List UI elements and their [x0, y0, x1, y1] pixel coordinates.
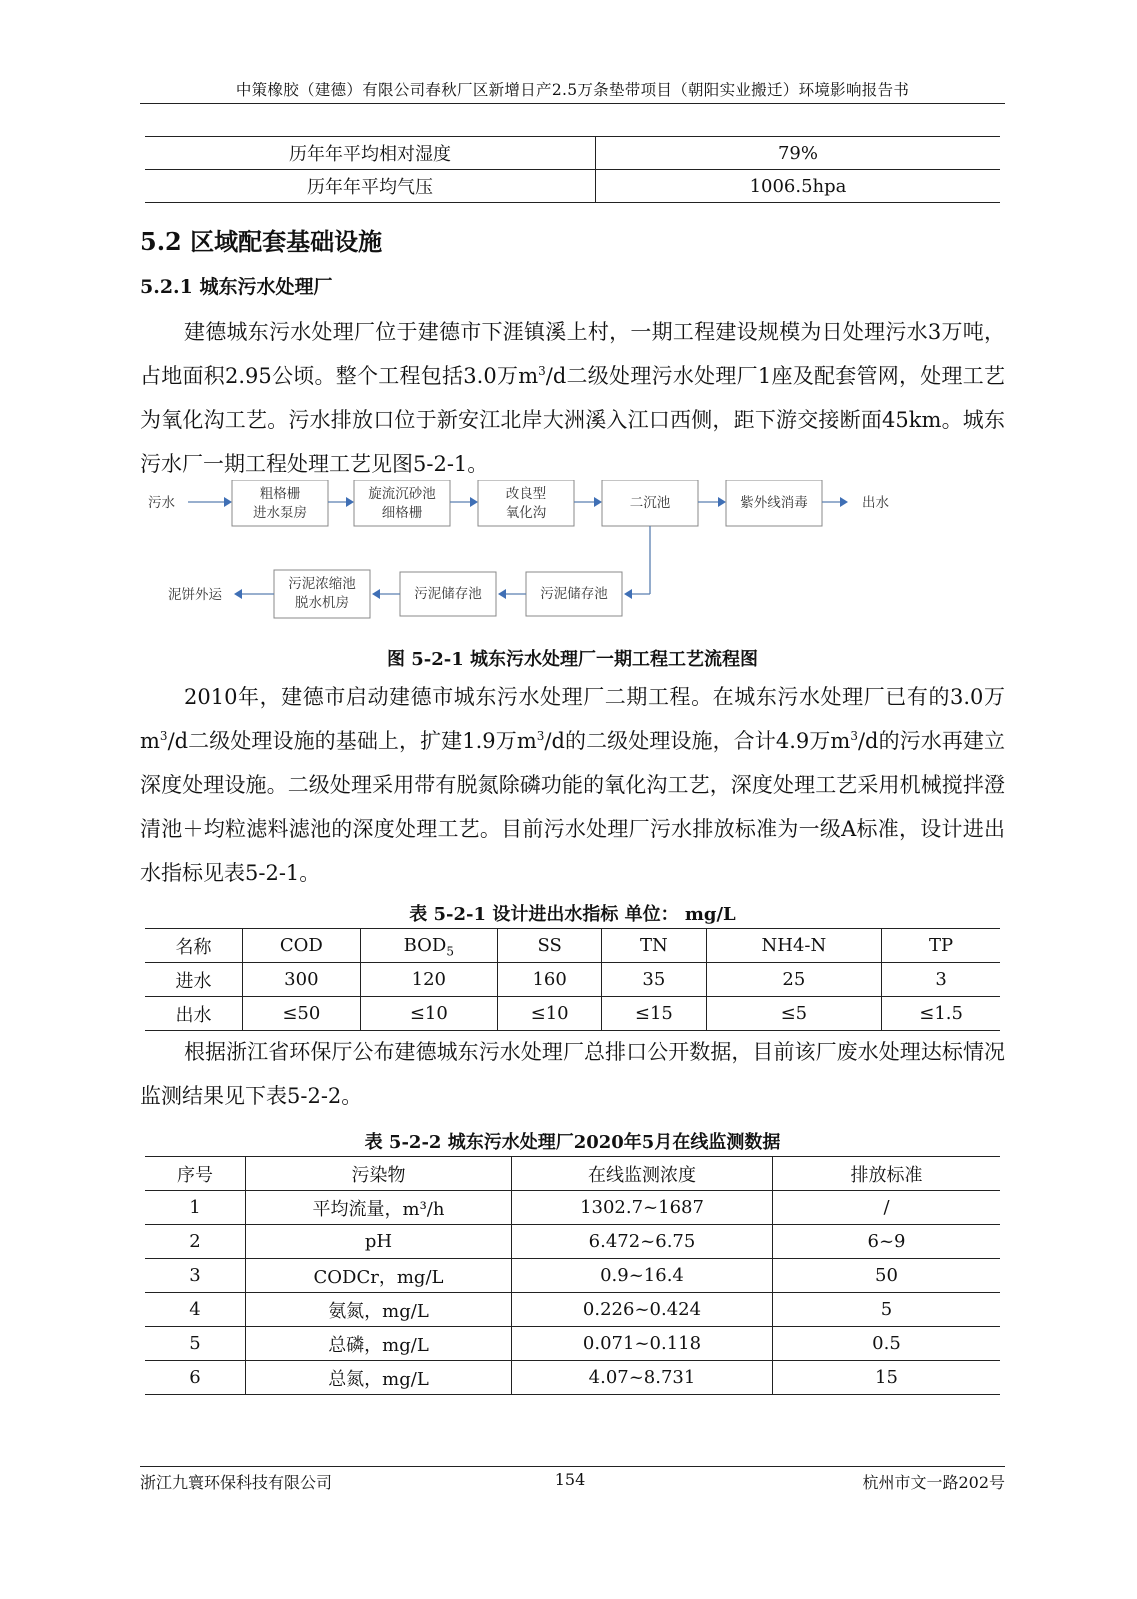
cell: 300: [243, 963, 361, 997]
cell: 25: [706, 963, 882, 997]
header-cell: 污染物: [246, 1157, 512, 1191]
paragraph-3: 根据浙江省环保厅公布建德城东污水处理厂总排口公开数据，目前该厂废水处理达标情况监测结果见下表5-2-2。: [140, 1040, 1005, 1108]
paragraph-2: [140, 675, 1005, 895]
table-caption: [140, 900, 1005, 926]
superscript: 3: [159, 729, 168, 743]
text-run: 2010年，建德市启动建德市城东污水处理厂二期工程。在城东污水处理厂已有的3.0万m: [140, 685, 1005, 753]
table-row: [145, 1191, 1000, 1225]
header-cell: SS: [498, 929, 602, 963]
paragraph-1: [140, 310, 1005, 486]
climate-value: 79%: [596, 137, 1001, 170]
cell: 1: [145, 1191, 246, 1225]
cell: 4.07~8.731: [512, 1361, 773, 1395]
text-run: /d二级处理设施的基础上，扩建1.9万m: [167, 729, 537, 753]
flow-output: 出水: [862, 495, 889, 511]
cell: ≤50: [243, 997, 361, 1031]
text-run: /d的二级处理设施，合计4.9万m: [544, 729, 851, 753]
header-rule: [140, 103, 1005, 104]
table-header-row: [145, 929, 1000, 963]
footer-rule: [140, 1466, 1005, 1467]
cell: 3: [145, 1259, 246, 1293]
header-cell: 名称: [145, 929, 243, 963]
flow-box-label: 污泥储存池: [540, 586, 608, 602]
cell: 35: [602, 963, 706, 997]
text-run: /d的污水再建立深度处理设施。二级处理采用带有脱氮除磷功能的氧化沟工艺，深度处理工艺采用机械搅拌澄清池＋均粒滤料滤池的深度处理工艺。目前污水处理厂污水排放标准为一级A标准，设计进出水指标见表5-2-1。: [140, 729, 1005, 885]
climate-table: [145, 136, 1000, 203]
flow-box-label: 二沉池: [629, 495, 671, 511]
flow-input: 污水: [148, 495, 175, 511]
header-cell: 排放标准: [773, 1157, 1001, 1191]
climate-value: 1006.5hpa: [596, 170, 1001, 203]
monitoring-table: [145, 1156, 1000, 1395]
cell: 平均流量，m³/h: [246, 1191, 512, 1225]
cell: ≤15: [602, 997, 706, 1031]
figure-caption: [140, 645, 1005, 671]
footer-company: 浙江九寰环保科技有限公司: [140, 1473, 333, 1492]
table-caption-text: 表 5-2-1 设计进出水指标 单位： mg/L: [409, 904, 736, 925]
cell: ≤1.5: [882, 997, 1000, 1031]
cell: 6~9: [773, 1225, 1001, 1259]
cell: 3: [882, 963, 1000, 997]
cell: 6: [145, 1361, 246, 1395]
superscript: 3: [536, 729, 545, 743]
superscript: 3: [538, 364, 546, 378]
flow-box-label: 旋流沉砂池: [368, 486, 436, 502]
page-header: 中策橡胶（建德）有限公司春秋厂区新增日产2.5万条垫带项目（朝阳实业搬迁）环境影响报告书: [235, 81, 910, 99]
cell: 总氮，mg/L: [246, 1361, 512, 1395]
superscript: 3: [850, 729, 858, 743]
cell: CODCr，mg/L: [246, 1259, 512, 1293]
header-cell: 在线监测浓度: [512, 1157, 773, 1191]
flow-box-label: 粗格栅: [259, 486, 301, 502]
header-text: BOD: [403, 935, 447, 956]
table-caption-text: 表 5-2-2 城东污水处理厂2020年5月在线监测数据: [364, 1132, 781, 1153]
footer-address: 杭州市文一路202号: [862, 1473, 1005, 1492]
header-cell: NH4-N: [706, 929, 882, 963]
cell: 氨氮，mg/L: [246, 1293, 512, 1327]
cell: 4: [145, 1293, 246, 1327]
cell: 总磷，mg/L: [246, 1327, 512, 1361]
climate-label: 历年年平均气压: [145, 170, 596, 203]
cell: 6.472~6.75: [512, 1225, 773, 1259]
process-flow-diagram: [140, 480, 1000, 630]
figure-caption-text: 图 5-2-1 城东污水处理厂一期工程工艺流程图: [386, 649, 759, 670]
flow-box-label: 进水泵房: [253, 505, 307, 521]
cell: 出水: [145, 997, 243, 1031]
flow-box-label: 污泥浓缩池: [288, 576, 356, 592]
flow-box-label: 氧化沟: [505, 505, 547, 521]
flow-box-label: 污泥储存池: [414, 586, 482, 602]
table-row: [145, 997, 1000, 1031]
cell: 160: [498, 963, 602, 997]
cell: ≤10: [360, 997, 497, 1031]
table-row: [145, 170, 1000, 203]
climate-label: 历年年平均相对湿度: [145, 137, 596, 170]
header-cell: [360, 929, 497, 963]
text-run: /d二级处理污水处理厂1座及配套管网，处理工艺为氧化沟工艺。污水排放口位于新安江北岸大洲溪入江口西侧，距下游交接断面45km。城东污水厂一期工程处理工艺见图5-2-1。: [140, 364, 1005, 476]
header-cell: 序号: [145, 1157, 246, 1191]
design-indicator-table: [145, 928, 1000, 1031]
cell: ≤5: [706, 997, 882, 1031]
cell: 0.5: [773, 1327, 1001, 1361]
cell: 0.9~16.4: [512, 1259, 773, 1293]
table-header-row: [145, 1157, 1000, 1191]
cell: 50: [773, 1259, 1001, 1293]
flow-box-label: 紫外线消毒: [740, 495, 808, 511]
subsection-title: 5.2.1 城东污水处理厂: [140, 276, 333, 298]
table-caption: [140, 1128, 1005, 1154]
cell: 5: [145, 1327, 246, 1361]
table-row: [145, 1225, 1000, 1259]
cell: 120: [360, 963, 497, 997]
flow-box-label: 脱水机房: [295, 595, 349, 611]
table-row: [145, 963, 1000, 997]
table-row: [145, 137, 1000, 170]
flow-box-label: 细格栅: [381, 505, 423, 521]
cell: ≤10: [498, 997, 602, 1031]
cell: pH: [246, 1225, 512, 1259]
cell: 5: [773, 1293, 1001, 1327]
cell: 1302.7~1687: [512, 1191, 773, 1225]
header-cell: COD: [243, 929, 361, 963]
table-row: [145, 1259, 1000, 1293]
header-cell: TN: [602, 929, 706, 963]
text-run: 建德城东污水处理厂位于建德市下涯镇溪上村，一期工程建设规模为日处理污水3万吨，占地面积2.95公顷。整个工程包括3.0万m: [140, 320, 1005, 388]
page-number: 154: [554, 1470, 586, 1489]
section-title: 5.2 区域配套基础设施: [140, 227, 383, 256]
table-row: [145, 1293, 1000, 1327]
cell: 进水: [145, 963, 243, 997]
subscript: 5: [446, 944, 454, 959]
cell: /: [773, 1191, 1001, 1225]
table-row: [145, 1327, 1000, 1361]
flow-sludge-out: 泥饼外运: [168, 587, 222, 603]
table-row: [145, 1361, 1000, 1395]
cell: 15: [773, 1361, 1001, 1395]
cell: 0.226~0.424: [512, 1293, 773, 1327]
header-cell: TP: [882, 929, 1000, 963]
cell: 2: [145, 1225, 246, 1259]
cell: 0.071~0.118: [512, 1327, 773, 1361]
flow-box-label: 改良型: [505, 486, 547, 502]
